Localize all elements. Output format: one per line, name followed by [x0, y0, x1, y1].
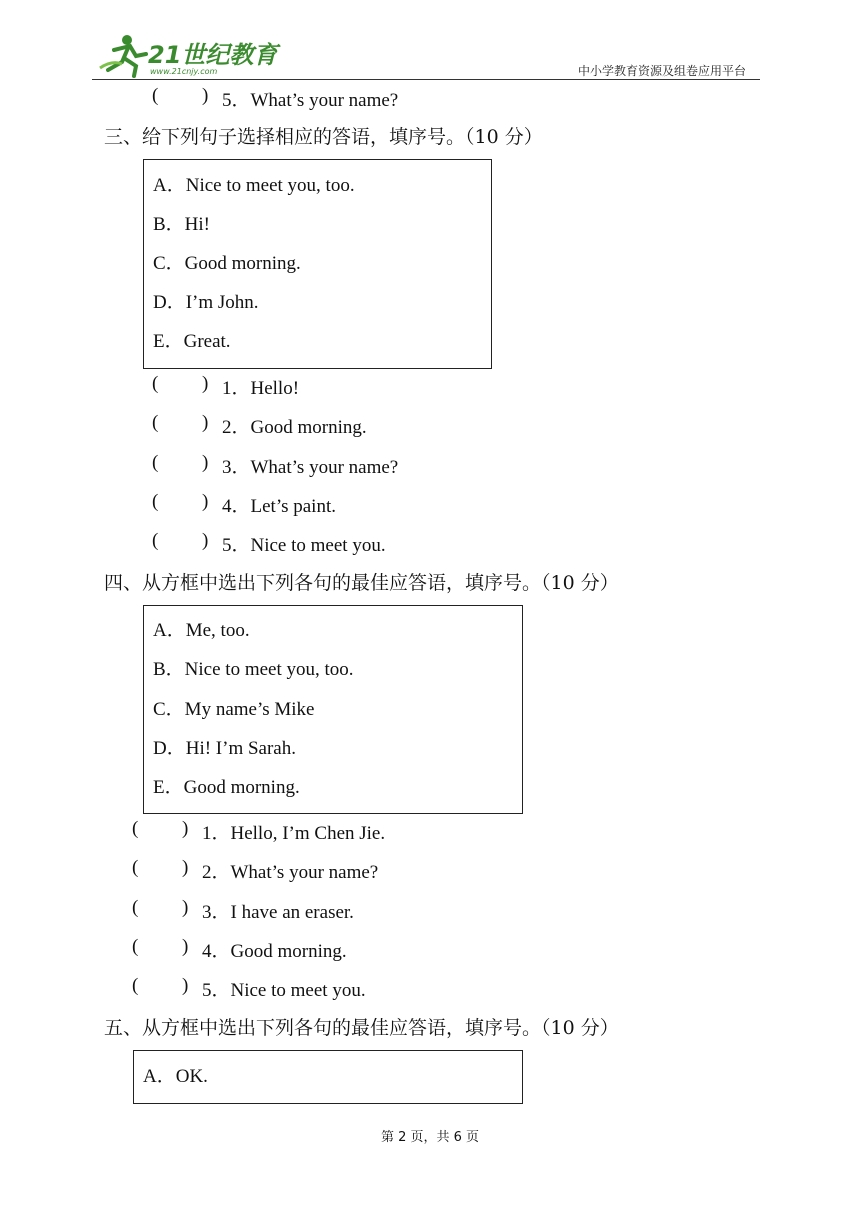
section-title: 三、给下列句子选择相应的答语，填序号。（10 分） [104, 126, 543, 148]
section-title: 四、从方框中选出下列各句的最佳应答语，填序号。（10 分） [104, 572, 619, 594]
question-text: 3．What’s your name? [222, 457, 399, 478]
question-text: 3．I have an eraser. [202, 902, 354, 923]
question-text: 2．What’s your name? [202, 862, 379, 883]
option-item: C．Good morning. [153, 253, 301, 274]
question-text: 4．Let’s paint. [222, 496, 336, 517]
logo-21cnjy [92, 30, 292, 80]
logo-text: 21世纪教育 [148, 41, 278, 69]
question-text: 5．Nice to meet you. [202, 980, 366, 1001]
option-item: A．Me, too. [153, 620, 250, 641]
option-item: A．OK. [143, 1066, 208, 1087]
platform-label: 中小学教育资源及组卷应用平台 [577, 64, 746, 78]
option-item: C．My name’s Mike [153, 699, 315, 720]
option-item: D．Hi! I’m Sarah. [153, 738, 296, 759]
option-item: A．Nice to meet you, too. [153, 175, 355, 196]
option-item: B．Hi! [153, 214, 211, 235]
page-header [92, 30, 760, 82]
section-title: 五、从方框中选出下列各句的最佳应答语，填序号。（10 分） [104, 1017, 619, 1039]
option-item: D．I’m John. [153, 292, 259, 313]
logo-url: www.21cnjy.com [150, 67, 218, 76]
question-text: 5．What’s your name? [222, 90, 399, 111]
question-text: 1．Hello, I’m Chen Jie. [202, 823, 386, 844]
option-item: E．Good morning. [153, 777, 300, 798]
option-item: B．Nice to meet you, too. [153, 659, 354, 680]
question-text: 4．Good morning. [202, 941, 347, 962]
option-item: E．Great. [153, 331, 231, 352]
question-text: 2．Good morning. [222, 417, 367, 438]
question-text: 5．Nice to meet you. [222, 535, 386, 556]
page-number: 第 2 页，共 6 页 [380, 1130, 480, 1145]
question-text: 1．Hello! [222, 378, 300, 399]
header-divider [92, 79, 760, 80]
